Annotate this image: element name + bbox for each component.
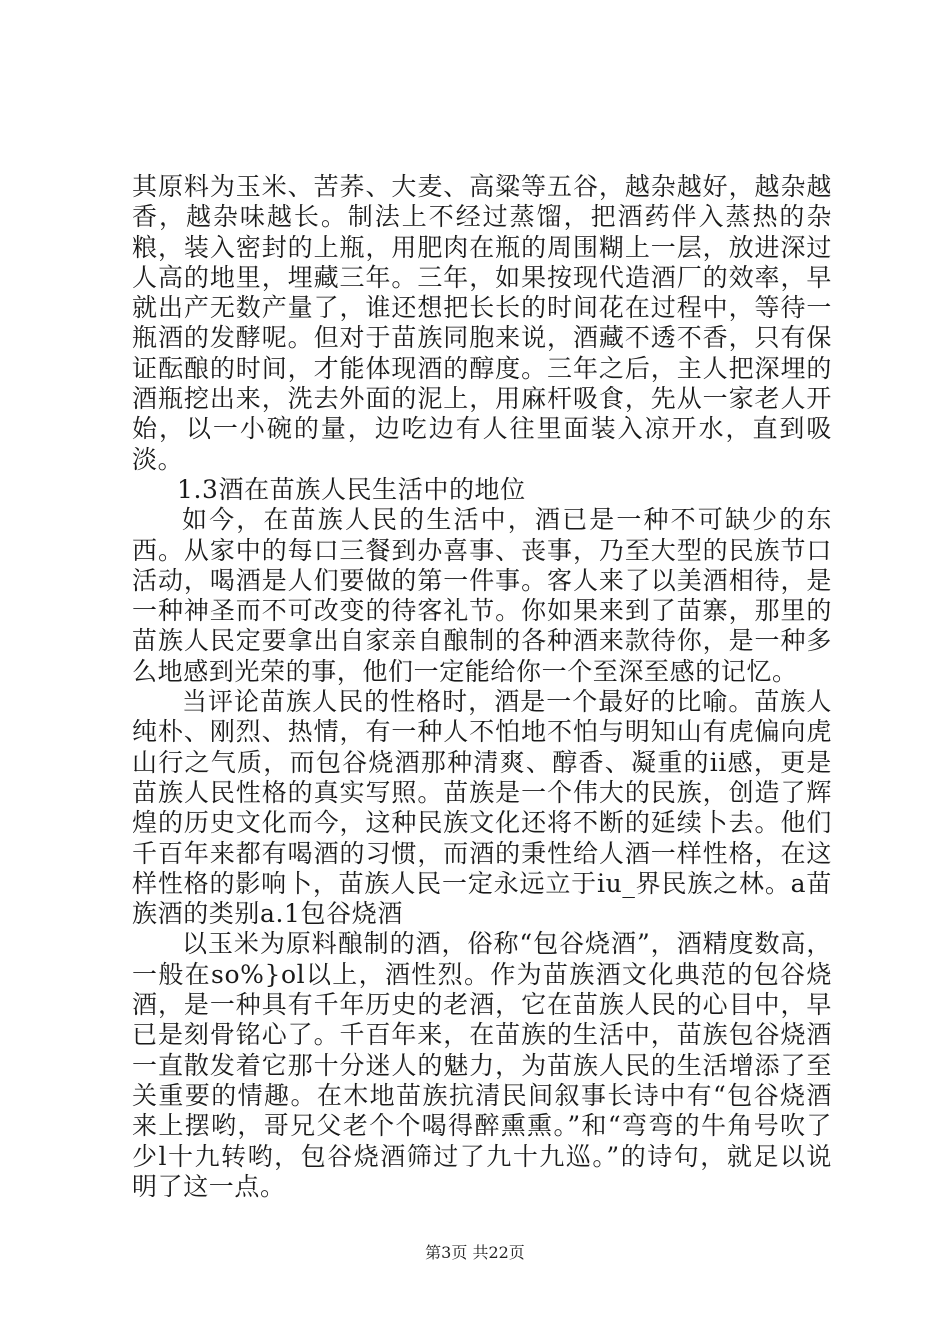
paragraph: 当评论苗族人民的性格时，酒是一个最好的比喻。苗族人纯朴、刚烈、热情，有一种人不怕地不怕与明知山有虎偏向虎山行之气质，而包谷烧酒那种清爽、醇香、凝重的ii感，更是苗族人民性格的真实写照。苗族是一个伟大的民族，创造了辉煌的历史文化而今，这种民族文化还将不断的延续卜去。他们千百年来都有喝酒的习惯，而酒的秉性给人酒一样性格，在这样性格的影响卜，苗族人民一定永远立于iu_界民族之林。a苗族酒的类别a.1包谷烧酒 (132, 687, 832, 929)
paragraph: 以玉米为原料酿制的酒，俗称“包谷烧酒”，酒精度数高，一般在so%}ol以上，酒性烈。作为苗族酒文化典范的包谷烧酒，是一种具有千年历史的老酒，它在苗族人民的心目中，早已是刻骨铭心了。千百年来，在苗族的生活中，苗族包谷烧酒一直散发着它那十分迷人的魅力，为苗族人民的生活增添了至关重要的情趣。在木地苗族抗清民间叙事长诗中有“包谷烧酒来上摆哟，哥兄父老个个喝得醉熏熏。”和“弯弯的牛角号吹了少l十九转哟，包谷烧酒筛过了九十九巡。”的诗句，就足以说明了这一点。 (132, 929, 832, 1201)
paragraph-continued: 其原料为玉米、苦荞、大麦、高粱等五谷，越杂越好，越杂越香，越杂味越长。制法上不经过蒸馏，把酒药伴入蒸热的杂粮，装入密封的上瓶，用肥肉在瓶的周围糊上一层，放进深过人高的地里，埋藏三年。三年，如果按现代造酒厂的效率，早就出产无数产量了，谁还想把长长的时间花在过程中，等待一瓶酒的发酵呢。但对于苗族同胞来说，酒藏不透不香，只有保证酝酿的时间，才能体现酒的醇度。三年之后，主人把深埋的酒瓶挖出来，洗去外面的泥上，用麻杆吸食，先从一家老人开始，以一小碗的量，边吃边有人往里面装入凉开水，直到吸淡。 (132, 172, 832, 474)
page-footer: 第3页 共22页 (425, 1243, 525, 1262)
paragraph: 如今，在苗族人民的生活中，酒已是一种不可缺少的东西。从家中的每口三餐到办喜事、丧事，乃至大型的民族节口活动，喝酒是人们要做的第一件事。客人来了以美酒相待，是一种神圣而不可改变的待客礼节。你如果来到了苗寨，那里的苗族人民定要拿出自家亲自酿制的各种酒来款待你，是一种多么地感到光荣的事，他们一定能给你一个至深至感的记忆。 (132, 505, 832, 686)
body-text (132, 172, 832, 1202)
section-heading: 1.3酒在苗族人民生活中的地位 (177, 474, 526, 504)
